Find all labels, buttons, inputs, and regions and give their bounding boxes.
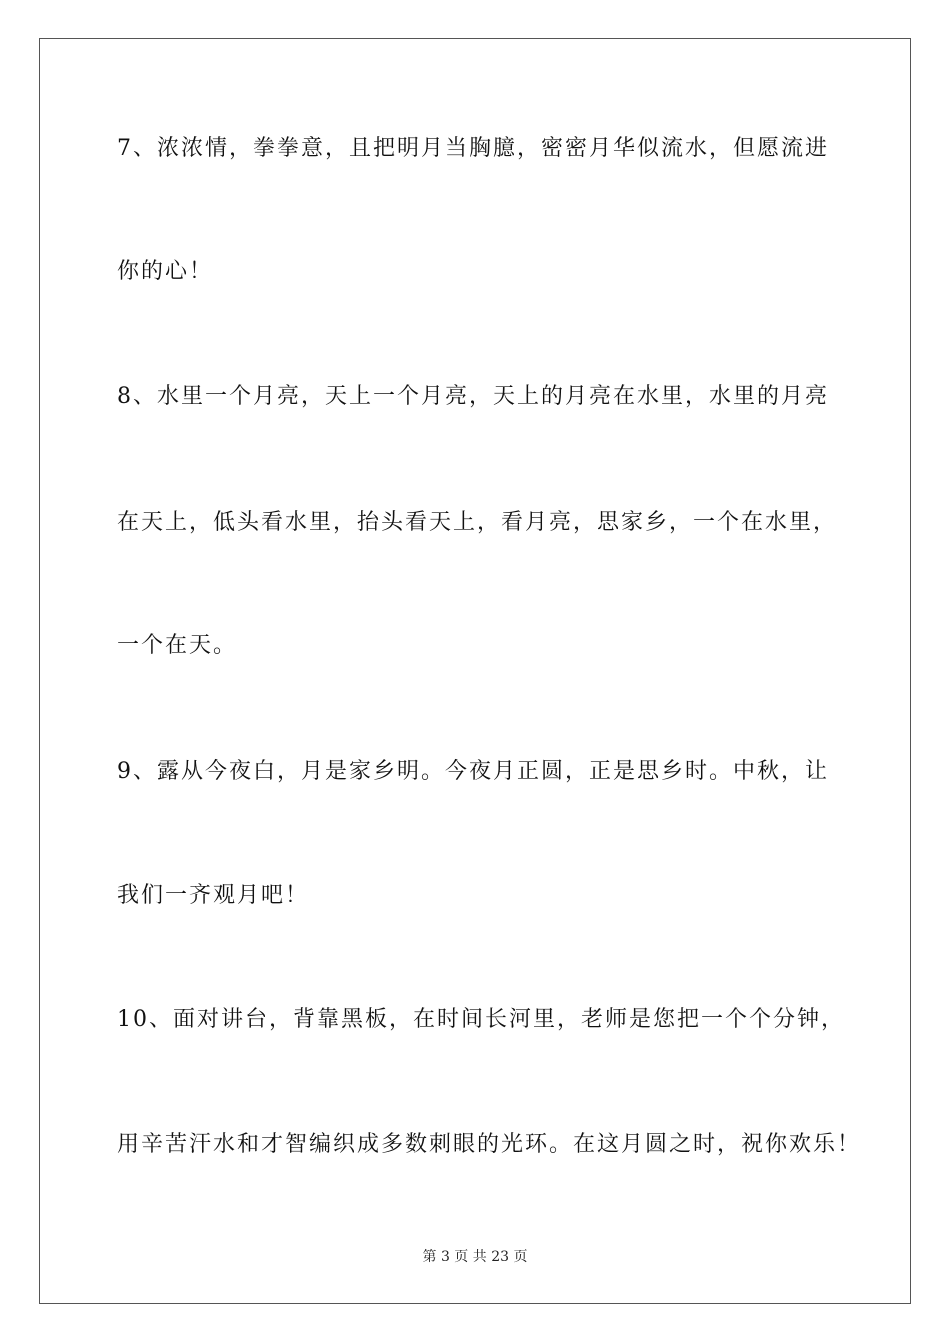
paragraph-8-line-1: 8、水里一个月亮，天上一个月亮，天上的月亮在水里，水里的月亮 [117, 384, 829, 409]
paragraph-10-line-1: 10、面对讲台，背靠黑板，在时间长河里，老师是您把一个个分钟， [117, 1007, 845, 1032]
paragraph-7-line-2: 你的心！ [117, 259, 214, 284]
page-border [39, 38, 911, 1304]
paragraph-9-line-1: 9、露从今夜白，月是家乡明。今夜月正圆，正是思乡时。中秋，让 [117, 759, 829, 784]
paragraph-7-line-1: 7、浓浓情，拳拳意，且把明月当胸臆，密密月华似流水，但愿流进 [117, 136, 829, 161]
paragraph-9-line-2: 我们一齐观月吧！ [117, 883, 310, 908]
paragraph-8-line-3: 一个在天。 [117, 633, 238, 658]
paragraph-8-line-2: 在天上，低头看水里，抬头看天上，看月亮，思家乡，一个在水里， [117, 510, 838, 535]
paragraph-10-line-2: 用辛苦汗水和才智编织成多数刺眼的光环。在这月圆之时，祝你欢乐！ [117, 1132, 862, 1157]
page-number-footer: 第 3 页 共 23 页 [422, 1249, 528, 1265]
